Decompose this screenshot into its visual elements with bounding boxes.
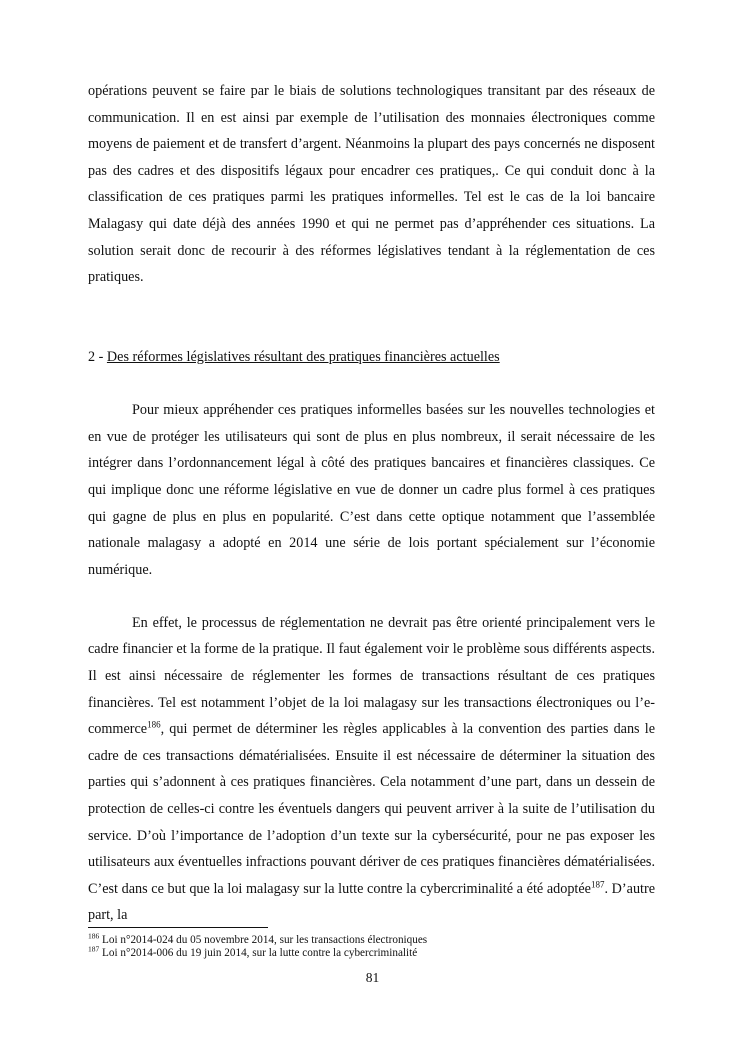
footnote-marker: 186 — [88, 931, 100, 941]
footnote-marker: 187 — [88, 944, 100, 954]
footnote-186 — [88, 931, 655, 947]
footnote-187 — [88, 944, 655, 960]
section-number: 2 - — [88, 348, 107, 365]
body-text — [88, 78, 655, 929]
paragraph-regulation — [88, 610, 655, 929]
paragraph-intro: opérations peuvent se faire par le biais de solutions technologiques transitant par des réseaux de communication. Il en est ainsi par exemple de l’utilisation des monnaies électroniques comme moyens de paiement et de transfert d’argent. Néanmoins la plupart des pays concernés ne disposent pas des cadres et des dispositifs légaux pour encadrer ces pratiques,. Ce qui conduit donc à la classification de ces pratiques parmi les pratiques informelles. Tel est le cas de la loi bancaire Malagasy qui date déjà des années 1990 et qui ne permet pas d’appréhender ces situations. La solution serait donc de recourir à des réformes législatives tendant à la réglementation de ces pratiques. — [88, 83, 655, 286]
paragraph-text-part: En effet, le processus de réglementation ne devrait pas être orienté principalement vers le cadre financier et la forme de la pratique. Il faut également voir le problème sous différents aspects. Il est ainsi nécessaire de réglementer les formes de transactions résultant de ces pratiques financières. Tel est notamment l’objet de la loi malagasy sur les transactions électroniques ou l’e-commerce — [88, 614, 655, 738]
section-title: Des réformes législatives résultant des pratiques financières actuelles — [106, 348, 500, 365]
footnote-text: Loi n°2014-024 du 05 novembre 2014, sur les transactions électroniques — [99, 934, 428, 946]
paragraph-text-part: , qui permet de déterminer les règles applicables à la convention des parties dans le cadre de ces transactions dématérialisées. Ensuite il est nécessaire de déterminer la situation des parties qui s’adonnent à ces pratiques financières. Cela notamment d’une part, dans un dessein de protection de celles-ci contre les éventuels dangers qui peuvent arriver à la suite de l’utilisation du service. D’où l’importance de l’adoption d’un texte sur la cybersécurité, pour ne pas exposer les utilisateurs aux éventuelles infractions pouvant dériver de ces pratiques financières dématérialisées. C’est dans ce but que la loi malagasy sur la lutte contre la cybercriminalité a été adoptée — [88, 721, 655, 897]
footnote-ref-187[interactable]: 187 — [590, 879, 605, 890]
section-heading — [88, 344, 655, 371]
paragraph-text-part: . D’autre part, la — [88, 880, 656, 924]
footnote-text: Loi n°2014-006 du 19 juin 2014, sur la lutte contre la cybercriminalité — [99, 947, 418, 959]
page-number: 81 — [365, 970, 380, 985]
paragraph-reform: Pour mieux appréhender ces pratiques informelles basées sur les nouvelles technologies et en vue de protéger les utilisateurs qui sont de plus en plus nombreux, il serait nécessaire de les intégrer dans l’ordonnancement légal à côté des pratiques bancaires et financières classiques. Ce qui implique donc une réforme législative en vue de donner un cadre plus formel à ces pratiques qui gagne de plus en plus en popularité. C’est dans cette optique notamment que l’assemblée nationale malagasy a adopté en 2014 une série de lois portant spécialement sur l’économie numérique. — [88, 402, 655, 578]
footnote-separator — [88, 927, 268, 928]
footnotes — [88, 931, 655, 960]
footnote-ref-186[interactable]: 186 — [147, 719, 161, 730]
